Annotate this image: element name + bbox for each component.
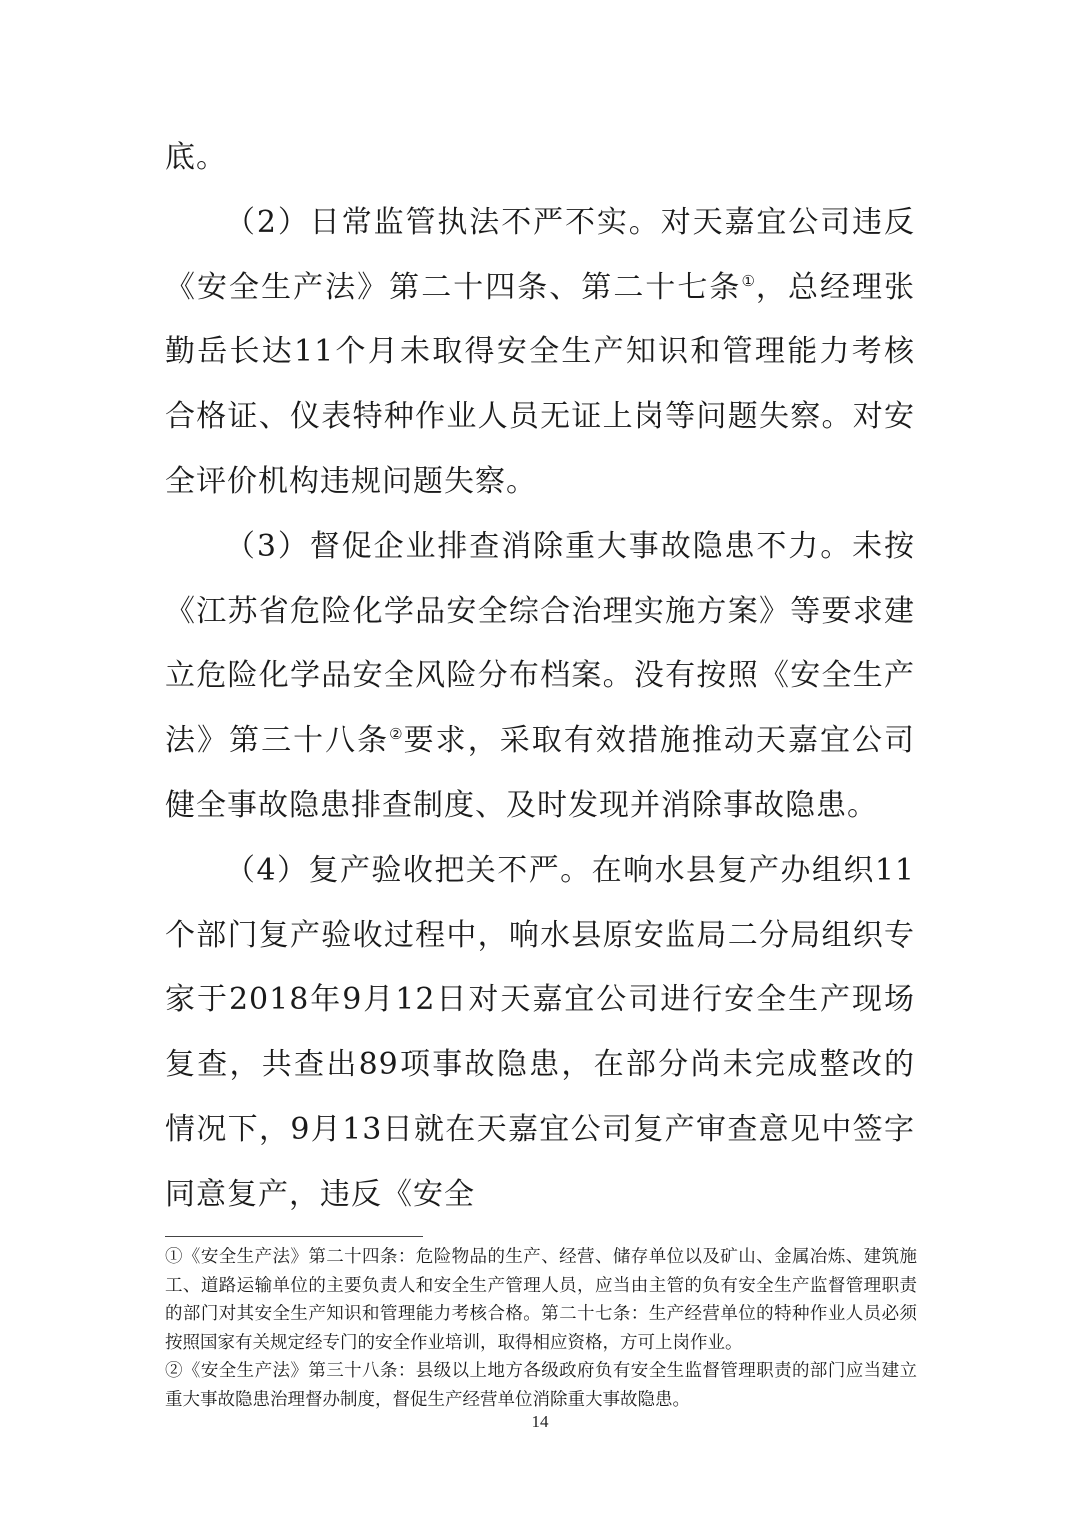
page-number: 14 bbox=[531, 1412, 549, 1431]
footnote-separator bbox=[165, 1236, 423, 1237]
paragraph-item-3 bbox=[165, 515, 915, 839]
footnotes bbox=[165, 1243, 917, 1414]
paragraph-item-2 bbox=[165, 191, 915, 515]
footnote-2: ②《安全生产法》第三十八条：县级以上地方各级政府负有安全生监督管理职责的部门应当建立重大事故隐患治理督办制度，督促生产经营单位消除重大事故隐患。 bbox=[165, 1361, 917, 1410]
paragraph-continuation bbox=[165, 126, 915, 191]
paragraph-text: （3）督促企业排查消除重大事故隐患不力。未按《江苏省危险化学品安全综合治理实施方案》等要求建立危险化学品安全风险分布档案。没有按照《安全生产法》第三十八条 bbox=[165, 528, 915, 759]
paragraph-text: ，总经理张勤岳长达11个月未取得安全生产知识和管理能力考核合格证、仪表特种作业人员无证上岗等问题失察。对安全评价机构违规问题失察。 bbox=[165, 269, 916, 499]
paragraph-text: （2）日常监管执法不严不实。对天嘉宜公司违反《安全生产法》第二十四条、第二十七条 bbox=[165, 204, 915, 305]
paragraph-text: （4）复产验收把关不严。在响水县复产办组织11个部门复产验收过程中，响水县原安监局二分局组织专家于2018年9月12日对天嘉宜公司进行安全生产现场复查，共查出89项事故隐患，在部分尚未完成整改的情况下，9月13日就在天嘉宜公司复产审查意见中签字同意复产，违反《安全 bbox=[165, 852, 915, 1212]
footnote-1: ①《安全生产法》第二十四条：危险物品的生产、经营、储存单位以及矿山、金属冶炼、建筑施工、道路运输单位的主要负责人和安全生产管理人员，应当由主管的负有安全生产监督管理职责的部门对其安全生产知识和管理能力考核合格。第二十七条：生产经营单位的特种作业人员必须按照国家有关规定经专门的安全作业培训，取得相应资格，方可上岗作业。 bbox=[165, 1247, 917, 1353]
footnote-ref-2[interactable]: ② bbox=[389, 725, 404, 744]
paragraph-text: 要求，采取有效措施推动天嘉宜公司健全事故隐患排查制度、及时发现并消除事故隐患。 bbox=[165, 723, 916, 823]
paragraph-text: 底。 bbox=[165, 140, 227, 175]
footnote-ref-1[interactable]: ① bbox=[741, 271, 756, 290]
body-text bbox=[165, 126, 915, 1228]
paragraph-item-4 bbox=[165, 839, 915, 1228]
